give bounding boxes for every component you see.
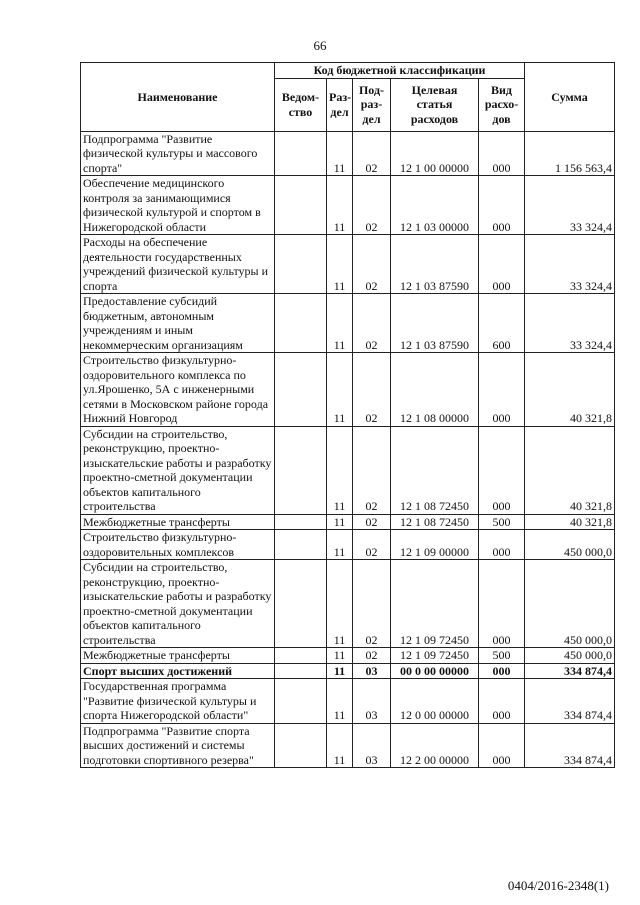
row-sum: 33 324,4 [525, 294, 615, 353]
row-target: 12 2 00 00000 [391, 723, 479, 768]
row-name: Межбюджетные трансферты [81, 648, 275, 664]
row-subsection: 02 [353, 294, 391, 353]
document-id: 0404/2016-2348(1) [507, 878, 609, 893]
row-exp-type: 000 [479, 131, 525, 176]
row-subsection: 02 [353, 514, 391, 530]
table-row [81, 353, 615, 427]
row-name: Предоставление субсидий бюджетным, автономным учреждениям и иным некоммерческим организациям [81, 294, 275, 353]
row-dept [275, 530, 327, 560]
row-sum: 40 321,8 [525, 353, 615, 427]
table-row [81, 176, 615, 235]
row-section: 11 [327, 514, 353, 530]
row-section: 11 [327, 426, 353, 514]
table-row [81, 235, 615, 294]
row-dept [275, 353, 327, 427]
row-target: 12 1 03 00000 [391, 176, 479, 235]
row-subsection: 02 [353, 176, 391, 235]
row-target: 12 1 08 72450 [391, 514, 479, 530]
row-sum: 33 324,4 [525, 235, 615, 294]
row-exp-type: 000 [479, 663, 525, 679]
row-section: 11 [327, 176, 353, 235]
row-name: Подпрограмма "Развитие спорта высших достижений и системы подготовки спортивного резерва" [81, 723, 275, 768]
row-sum: 450 000,0 [525, 530, 615, 560]
row-exp-type: 500 [479, 648, 525, 664]
row-subsection: 03 [353, 679, 391, 724]
header-dept: Ведом-ство [275, 78, 327, 131]
row-name: Обеспечение медицинского контроля за занимающимися физической культурой и спортом в Нижегородской области [81, 176, 275, 235]
row-subsection: 02 [353, 530, 391, 560]
row-section: 11 [327, 131, 353, 176]
header-name: Наименование [81, 63, 275, 132]
row-dept [275, 426, 327, 514]
row-name: Государственная программа "Развитие физической культуры и спорта Нижегородской области" [81, 679, 275, 724]
row-name: Субсидии на строительство, реконструкцию, проектно-изыскательские работы и разработку проектно-сметной документации объектов капитального строительства [81, 560, 275, 648]
row-target: 00 0 00 00000 [391, 663, 479, 679]
table-row [81, 663, 615, 679]
table-row [81, 648, 615, 664]
header-code-group: Код бюджетной классификации [275, 63, 525, 79]
row-target: 12 1 03 87590 [391, 235, 479, 294]
row-section: 11 [327, 648, 353, 664]
row-name: Расходы на обеспечение деятельности государственных учреждений физической культуры и спорта [81, 235, 275, 294]
row-dept [275, 176, 327, 235]
page-number: 66 [313, 38, 327, 53]
row-section: 11 [327, 679, 353, 724]
header-sum: Сумма [525, 63, 615, 132]
table-row [81, 723, 615, 768]
row-subsection: 02 [353, 426, 391, 514]
table-row [81, 530, 615, 560]
row-sum: 1 156 563,4 [525, 131, 615, 176]
row-exp-type: 000 [479, 426, 525, 514]
row-sum: 334 874,4 [525, 663, 615, 679]
row-name: Строительство физкультурно-оздоровительного комплекса по ул.Ярошенко, 5А с инженерными сетями в Московском районе города Нижний Новгород [81, 353, 275, 427]
table-row [81, 426, 615, 514]
row-exp-type: 000 [479, 176, 525, 235]
row-name: Строительство физкультурно-оздоровительных комплексов [81, 530, 275, 560]
row-exp-type: 000 [479, 679, 525, 724]
row-exp-type: 000 [479, 530, 525, 560]
budget-table [80, 62, 615, 768]
row-subsection: 02 [353, 560, 391, 648]
row-target: 12 0 00 00000 [391, 679, 479, 724]
table-row [81, 560, 615, 648]
row-target: 12 1 03 87590 [391, 294, 479, 353]
row-name: Субсидии на строительство, реконструкцию, проектно-изыскательские работы и разработку проектно-сметной документации объектов капитального строительства [81, 426, 275, 514]
row-sum: 334 874,4 [525, 723, 615, 768]
row-dept [275, 514, 327, 530]
table-row [81, 131, 615, 176]
row-subsection: 02 [353, 648, 391, 664]
row-sum: 450 000,0 [525, 648, 615, 664]
row-section: 11 [327, 294, 353, 353]
row-exp-type: 000 [479, 235, 525, 294]
row-dept [275, 648, 327, 664]
row-subsection: 03 [353, 723, 391, 768]
header-target: Целевая статья расходов [391, 78, 479, 131]
row-target: 12 1 08 72450 [391, 426, 479, 514]
row-dept [275, 294, 327, 353]
table-row [81, 514, 615, 530]
row-sum: 450 000,0 [525, 560, 615, 648]
row-target: 12 1 09 72450 [391, 648, 479, 664]
row-exp-type: 000 [479, 353, 525, 427]
row-section: 11 [327, 663, 353, 679]
row-name: Межбюджетные трансферты [81, 514, 275, 530]
row-dept [275, 679, 327, 724]
header-exp-type: Вид расхо-дов [479, 78, 525, 131]
row-name: Подпрограмма "Развитие физической культуры и массового спорта" [81, 131, 275, 176]
row-dept [275, 723, 327, 768]
row-target: 12 1 09 72450 [391, 560, 479, 648]
row-subsection: 02 [353, 131, 391, 176]
row-dept [275, 131, 327, 176]
row-section: 11 [327, 235, 353, 294]
header-section: Раз-дел [327, 78, 353, 131]
row-section: 11 [327, 560, 353, 648]
row-target: 12 1 09 00000 [391, 530, 479, 560]
row-exp-type: 000 [479, 560, 525, 648]
row-dept [275, 560, 327, 648]
row-name: Спорт высших достижений [81, 663, 275, 679]
row-exp-type: 500 [479, 514, 525, 530]
row-dept [275, 663, 327, 679]
row-exp-type: 600 [479, 294, 525, 353]
row-target: 12 1 00 00000 [391, 131, 479, 176]
row-subsection: 02 [353, 235, 391, 294]
row-dept [275, 235, 327, 294]
row-sum: 40 321,8 [525, 426, 615, 514]
row-subsection: 03 [353, 663, 391, 679]
row-section: 11 [327, 723, 353, 768]
table-row [81, 294, 615, 353]
row-section: 11 [327, 353, 353, 427]
row-target: 12 1 08 00000 [391, 353, 479, 427]
row-sum: 33 324,4 [525, 176, 615, 235]
row-section: 11 [327, 530, 353, 560]
row-subsection: 02 [353, 353, 391, 427]
row-sum: 40 321,8 [525, 514, 615, 530]
row-exp-type: 000 [479, 723, 525, 768]
row-sum: 334 874,4 [525, 679, 615, 724]
table-row [81, 679, 615, 724]
header-subsection: Под-раз-дел [353, 78, 391, 131]
